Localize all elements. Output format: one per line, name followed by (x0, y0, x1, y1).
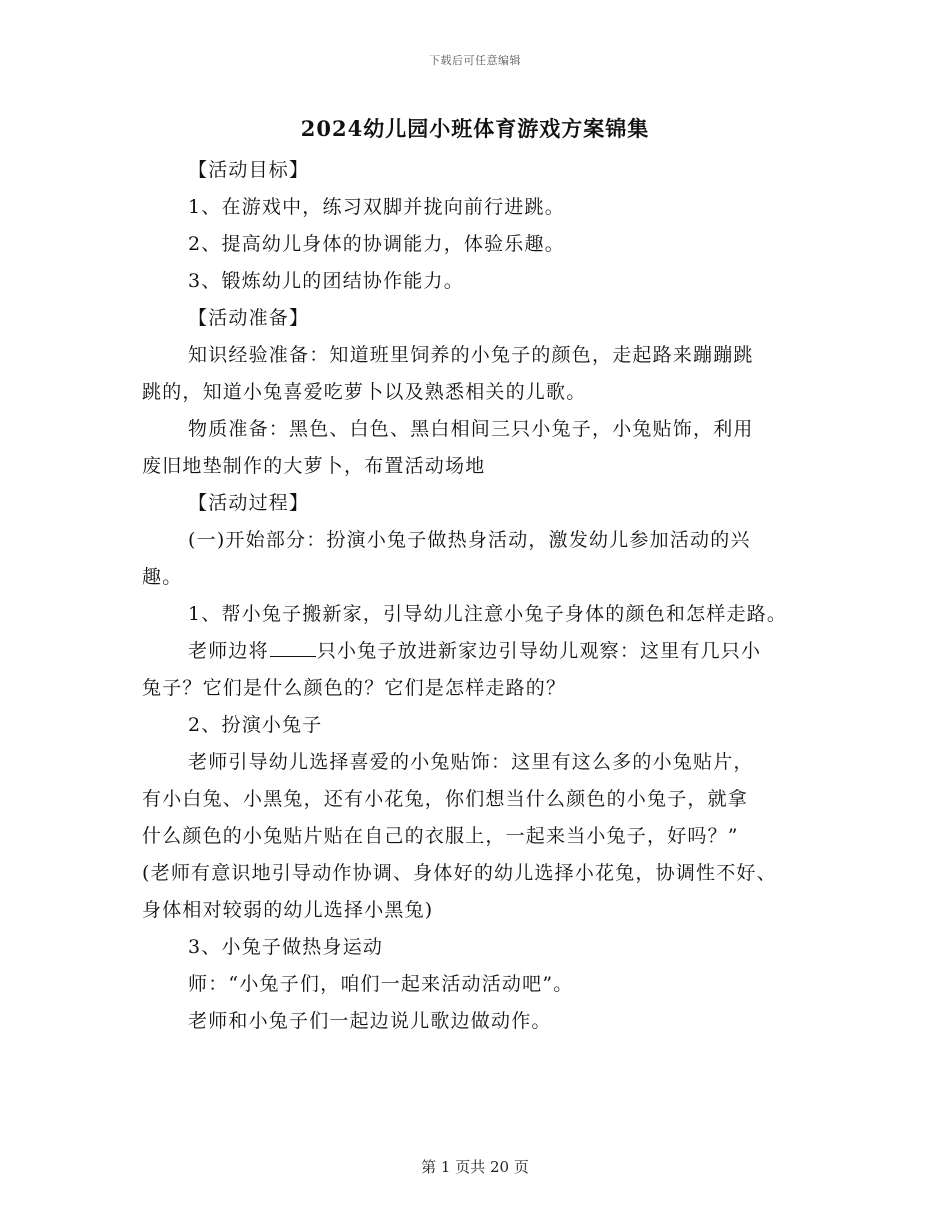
paragraph-line: 1、帮小兔子搬新家，引导幼儿注意小兔子身体的颜色和怎样走路。 (188, 603, 788, 625)
paragraph-line: 3、锻炼幼儿的团结协作能力。 (188, 270, 464, 292)
line-text-before-blank: 老师边将 (188, 640, 269, 662)
paragraph-line: 【活动过程】 (188, 492, 310, 514)
paragraph-line: 【活动目标】 (188, 159, 310, 181)
paragraph-line: 废旧地垫制作的大萝卜，布置活动场地 (142, 455, 486, 477)
paragraph-line: 2、扮演小兔子 (188, 714, 323, 736)
paragraph-line: 有小白兔、小黑兔，还有小花兔，你们想当什么颜色的小兔子，就拿 (142, 788, 749, 810)
paragraph-line: 【活动准备】 (188, 307, 310, 329)
paragraph-line: 1、在游戏中，练习双脚并拢向前行进跳。 (188, 196, 565, 218)
line-text-after-blank: 只小兔子放进新家边引导幼儿观察：这里有几只小 (316, 640, 762, 662)
paragraph-line: 知识经验准备：知道班里饲养的小兔子的颜色，走起路来蹦蹦跳 (188, 344, 754, 366)
paragraph-line: (一)开始部分：扮演小兔子做热身活动，激发幼儿参加活动的兴 (188, 529, 751, 551)
paragraph-line: 跳的，知道小兔喜爱吃萝卜以及熟悉相关的儿歌。 (142, 381, 587, 403)
paragraph-line: (老师有意识地引导动作协调、身体好的幼儿选择小花兔，协调性不好、 (142, 862, 777, 884)
paragraph-line: 3、小兔子做热身运动 (188, 936, 384, 958)
paragraph-line: 老师和小兔子们一起边说儿歌边做动作。 (188, 1010, 552, 1032)
document-title: 2024幼儿园小班体育游戏方案锦集 (300, 116, 650, 141)
paragraph-line: 物质准备：黑色、白色、黑白相间三只小兔子，小兔贴饰，利用 (188, 418, 754, 440)
paragraph-line: 身体相对较弱的幼儿选择小黑兔) (142, 899, 434, 921)
page-footer: 第 1 页共 20 页 (421, 1158, 529, 1176)
paragraph-line: 2、提高幼儿身体的协调能力，体验乐趣。 (188, 233, 565, 255)
document-body (142, 152, 832, 1040)
fill-in-blank (270, 636, 316, 657)
paragraph-line: 兔子？它们是什么颜色的？它们是怎样走路的？ (142, 677, 567, 699)
paragraph-line (142, 633, 832, 670)
paragraph-line: 老师引导幼儿选择喜爱的小兔贴饰：这里有这么多的小兔贴片， (188, 751, 754, 773)
paragraph-line: 师：“小兔子们，咱们一起来活动活动吧”。 (188, 973, 574, 995)
paragraph-line: 趣。 (142, 566, 183, 588)
paragraph-line: 什么颜色的小兔贴片贴在自己的衣服上，一起来当小兔子，好吗？” (142, 825, 739, 847)
header-note: 下载后可任意编辑 (429, 54, 521, 67)
